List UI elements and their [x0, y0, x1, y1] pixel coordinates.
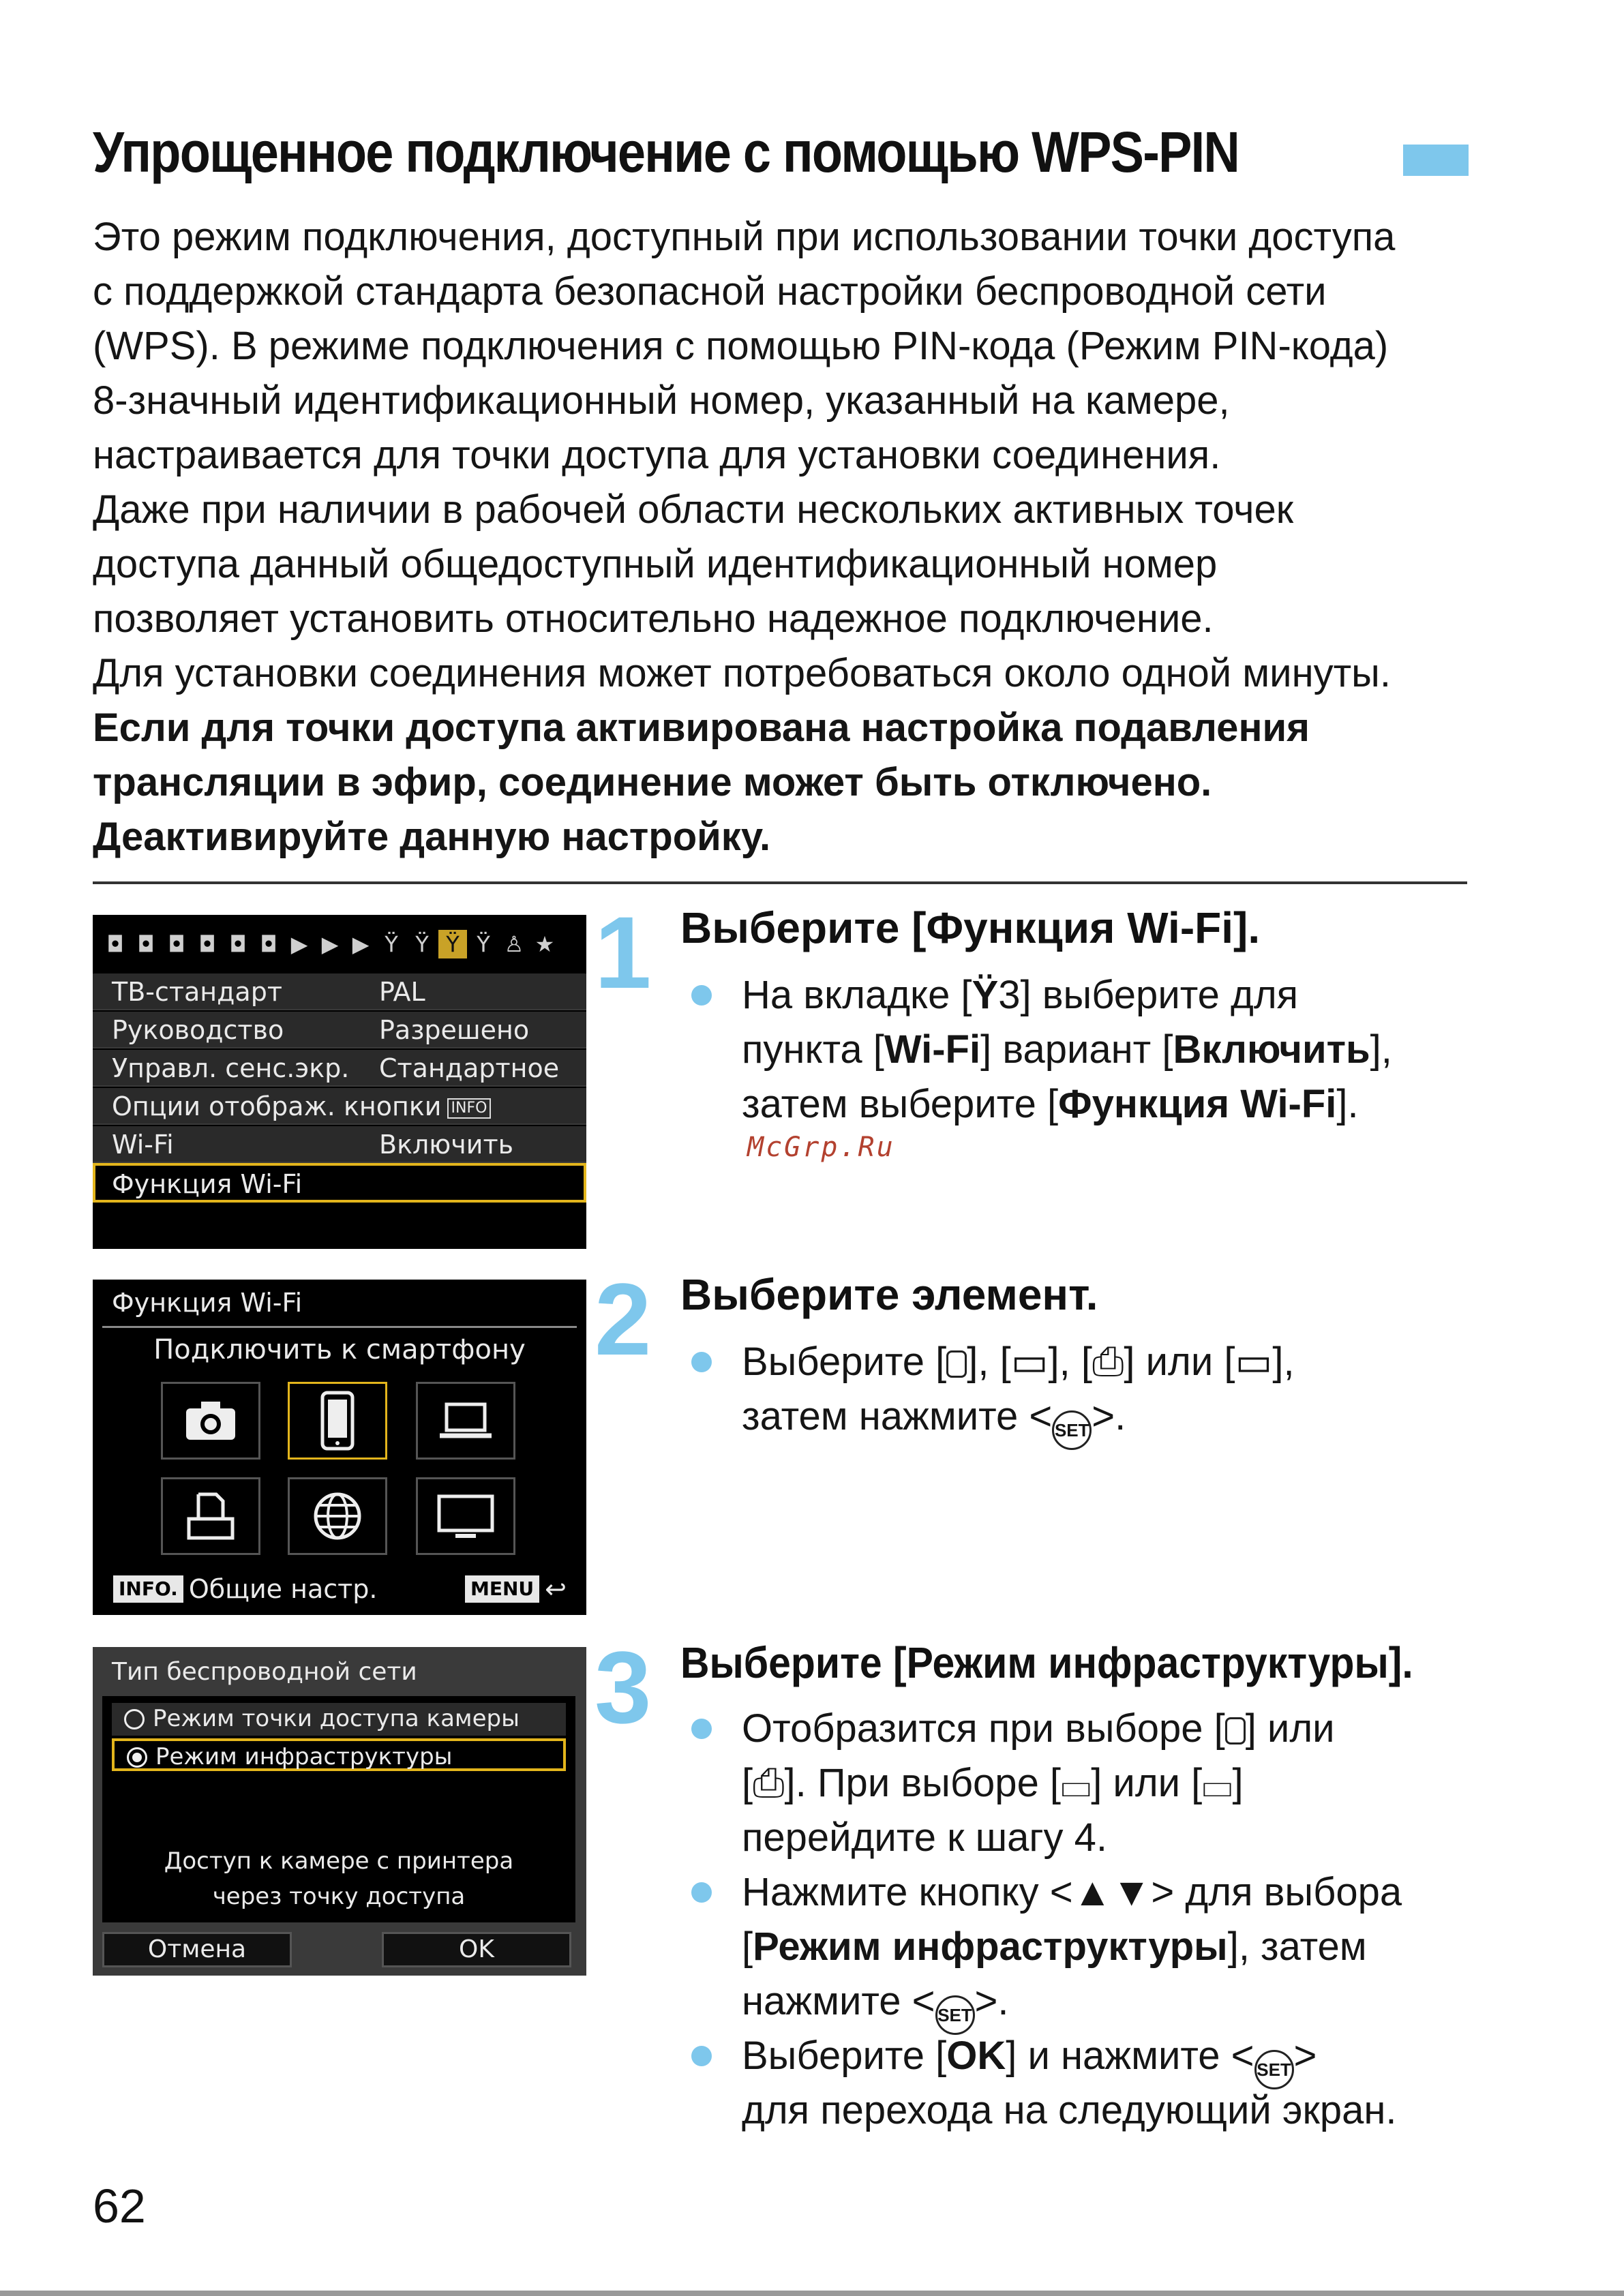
- text: ] или: [1245, 1706, 1335, 1751]
- printer-cell: [161, 1477, 260, 1555]
- step-bullet-cont: перейдите к шагу 4.: [742, 1815, 1108, 1860]
- text: ] или [: [1091, 1761, 1203, 1805]
- screen-header: Функция Wi-Fi: [112, 1288, 303, 1318]
- menu-tabs: [101, 927, 559, 961]
- camera-cell: [161, 1382, 260, 1460]
- page-number: 62: [93, 2179, 146, 2233]
- playback-tab-icon: ▶: [352, 931, 370, 957]
- intro-warning-line: Деактивируйте данную настройку.: [93, 815, 771, 859]
- ok-button: OK: [382, 1932, 571, 1967]
- tv-icon: ▭: [1235, 1340, 1273, 1384]
- text: ]: [1232, 1761, 1244, 1805]
- wifi-function-screen: [93, 1280, 586, 1615]
- screen-rule: [102, 1326, 577, 1328]
- menu-row-label: Wi-Fi: [112, 1130, 174, 1160]
- text: ], затем: [1227, 1924, 1367, 1969]
- title-accent-bar: [1403, 145, 1469, 176]
- smartphone-icon: [318, 1390, 357, 1451]
- camera-tab-icon: ◘: [260, 931, 277, 957]
- step-title: Выберите [Функция Wi-Fi].: [680, 903, 1261, 952]
- tv-icon: ▭: [1202, 1761, 1233, 1805]
- intro-line: 8-значный идентификационный номер, указанный на камере,: [93, 378, 1230, 423]
- radio-on-icon: [127, 1747, 147, 1768]
- text: >: [1293, 2034, 1317, 2078]
- radio-off-icon: [124, 1709, 145, 1729]
- up-down-arrows-icon: ▲▼: [1072, 1870, 1152, 1914]
- menu-row: [93, 1012, 586, 1048]
- intro-line: Даже при наличии в рабочей области нескольких активных точек: [93, 487, 1294, 532]
- text: >.: [974, 1979, 1009, 2023]
- camera-tab-icon: ◘: [106, 931, 124, 957]
- screen-subtitle: Подключить к смартфону: [153, 1334, 526, 1365]
- text-bold: OK: [946, 2034, 1006, 2078]
- text: ], [: [967, 1340, 1011, 1384]
- setup-tab-icon: Ÿ: [477, 931, 490, 957]
- bottom-edge: [0, 2291, 1624, 2296]
- printer-icon: ⎙: [753, 1761, 785, 1805]
- smartphone-icon: [946, 1350, 967, 1378]
- intro-warning-line: трансляции в эфир, соединение может быть отключено.: [93, 760, 1212, 804]
- set-button-icon: SET: [1254, 2050, 1294, 2089]
- step-number: 2: [595, 1262, 652, 1376]
- menu-row-label: [112, 1088, 491, 1125]
- set-button-icon: SET: [1052, 1410, 1092, 1450]
- step-bullet: [742, 2029, 1317, 2089]
- option-label: Режим точки доступа камеры: [153, 1705, 520, 1732]
- text: > для выбора: [1151, 1870, 1402, 1914]
- camera-icon: [183, 1399, 238, 1442]
- screen-header: Тип беспроводной сети: [112, 1658, 417, 1686]
- menu-row-label: Руководство: [112, 1015, 284, 1045]
- info-footer-label: Общие настр.: [188, 1574, 378, 1604]
- intro-line: доступа данный общедоступный идентификационный номер: [93, 542, 1218, 586]
- step-bullet: [742, 968, 1298, 1023]
- step-bullet-cont: [742, 1756, 1244, 1811]
- menu-button-badge: MENU: [465, 1575, 539, 1603]
- laptop-icon: ▭: [1010, 1340, 1049, 1384]
- text: затем выберите [: [742, 1082, 1059, 1126]
- text: ] вариант [: [980, 1027, 1173, 1072]
- option-camera-access-point: [112, 1703, 566, 1736]
- network-options-panel: [102, 1696, 575, 1922]
- text: затем нажмите <: [742, 1394, 1053, 1438]
- text: ].: [1336, 1082, 1359, 1126]
- printer-icon: ⎙: [1092, 1340, 1124, 1384]
- step-bullet-cont: [742, 1389, 1126, 1450]
- laptop-icon: [437, 1400, 494, 1441]
- step-bullet: [742, 1702, 1335, 1756]
- text: нажмите <: [742, 1979, 935, 2023]
- text: ] или [: [1124, 1340, 1235, 1384]
- camera-tab-icon: ◘: [198, 931, 216, 957]
- custom-tab-icon: ♙: [504, 931, 524, 957]
- intro-line: с поддержкой стандарта безопасной настройки беспроводной сети: [93, 269, 1327, 314]
- step-number: 3: [595, 1630, 652, 1744]
- text: ] и нажмите <: [1006, 2034, 1254, 2078]
- step-bullet-cont: [742, 1920, 1367, 1974]
- step-bullet: [742, 1335, 1295, 1389]
- back-arrow-icon: ↩: [545, 1574, 567, 1604]
- menu-row: [93, 973, 586, 1010]
- intro-line: настраивается для точки доступа для установки соединения.: [93, 433, 1221, 477]
- menu-row-label: Управл. сенс.экр.: [112, 1053, 350, 1083]
- menu-row-value: Разрешено: [379, 1015, 530, 1045]
- step-bullet-cont: [742, 1974, 1009, 2035]
- menu-row-selected: [93, 1163, 586, 1203]
- text: Выберите [: [742, 1340, 947, 1384]
- step-title: Выберите элемент.: [680, 1270, 1098, 1319]
- setup-tab-icon-selected: Ÿ: [438, 930, 467, 958]
- playback-tab-icon: ▶: [290, 931, 308, 957]
- set-button-icon: SET: [935, 1995, 975, 2035]
- smartphone-icon: [1225, 1717, 1246, 1744]
- section-divider: [93, 881, 1467, 884]
- step-bullet-cont: [742, 1077, 1359, 1132]
- menu-row-label-text: Опции отображ. кнопки: [112, 1091, 442, 1121]
- tv-icon: [435, 1492, 496, 1540]
- text-bold: Включить: [1173, 1027, 1370, 1072]
- menu-row-label: ТВ-стандарт: [112, 977, 282, 1007]
- laptop-icon: ▭: [1061, 1761, 1092, 1805]
- step-bullet-cont: для перехода на следующий экран.: [742, 2088, 1397, 2132]
- option-label: Режим инфраструктуры: [155, 1743, 453, 1770]
- text-bold: Функция Wi-Fi: [1058, 1082, 1337, 1126]
- text: ], [: [1048, 1340, 1093, 1384]
- menu-row-value: Стандартное: [379, 1053, 560, 1083]
- menu-row-value: PAL: [379, 977, 425, 1007]
- text: ],: [1272, 1340, 1295, 1384]
- printer-icon: [183, 1489, 238, 1543]
- text: Отобразится при выборе [: [742, 1706, 1225, 1751]
- text-bold: Wi-Fi: [884, 1027, 981, 1072]
- text: пункта [: [742, 1027, 884, 1072]
- intro-text: [93, 210, 1484, 864]
- text: >.: [1092, 1394, 1126, 1438]
- setup-tab-icon: Ÿ: [385, 931, 398, 957]
- step-bullet: [742, 1865, 1402, 1920]
- intro-line: позволяет установить относительно надежное подключение.: [93, 596, 1214, 641]
- network-type-screen: [93, 1647, 586, 1976]
- intro-warning-line: Если для точки доступа активирована настройка подавления: [93, 706, 1310, 750]
- text: ]. При выборе [: [784, 1761, 1062, 1805]
- menu-row-label: Функция Wi-Fi: [112, 1169, 303, 1199]
- laptop-cell: [416, 1382, 515, 1460]
- web-cell: [288, 1477, 387, 1555]
- intro-line: Для установки соединения может потребоваться около одной минуты.: [93, 651, 1391, 695]
- text: [: [742, 1761, 753, 1805]
- info-footer: [113, 1574, 377, 1604]
- tv-cell: [416, 1477, 515, 1555]
- camera-menu-screen: [93, 915, 586, 1249]
- message-line: через точку доступа: [212, 1883, 466, 1910]
- watermark: McGrp.Ru: [747, 1132, 895, 1163]
- smartphone-cell: [288, 1382, 387, 1460]
- menu-row: [93, 1126, 586, 1163]
- globe-icon: [310, 1489, 365, 1543]
- cancel-button: Отмена: [102, 1932, 292, 1967]
- message-line: Доступ к камере с принтера: [164, 1847, 514, 1875]
- step-title: Выберите [Режим инфраструктуры].: [680, 1638, 1413, 1687]
- text: Нажмите кнопку <: [742, 1870, 1073, 1914]
- text-bold: Режим инфраструктуры: [753, 1924, 1228, 1969]
- text: На вкладке [: [742, 973, 972, 1017]
- text: [: [742, 1924, 753, 1969]
- text: ],: [1370, 1027, 1392, 1072]
- setup-tab-icon: Ÿ: [415, 931, 429, 957]
- info-button-badge: INFO.: [113, 1575, 183, 1603]
- step-number: 1: [595, 895, 652, 1010]
- menu-row: [93, 1050, 586, 1087]
- option-infrastructure: [112, 1738, 566, 1771]
- page-title: Упрощенное подключение с помощью WPS-PIN: [93, 120, 1239, 184]
- screen-message: [102, 1843, 575, 1914]
- menu-footer: [465, 1574, 567, 1604]
- camera-tab-icon: ◘: [168, 931, 185, 957]
- intro-line: (WPS). В режиме подключения с помощью PIN-кода (Режим PIN-кода): [93, 324, 1389, 368]
- setup-icon: Ÿ: [972, 973, 999, 1017]
- camera-tab-icon: ◘: [229, 931, 247, 957]
- info-badge: INFO: [447, 1098, 492, 1119]
- star-tab-icon: ★: [535, 931, 555, 957]
- text: 3] выберите для: [998, 973, 1299, 1017]
- text: Выберите [: [742, 2034, 947, 2078]
- camera-tab-icon: ◘: [137, 931, 155, 957]
- menu-row-value: Включить: [379, 1130, 513, 1160]
- playback-tab-icon: ▶: [321, 931, 339, 957]
- step-bullet-cont: [742, 1023, 1392, 1077]
- intro-line: Это режим подключения, доступный при использовании точки доступа: [93, 215, 1396, 259]
- menu-row: [93, 1088, 586, 1125]
